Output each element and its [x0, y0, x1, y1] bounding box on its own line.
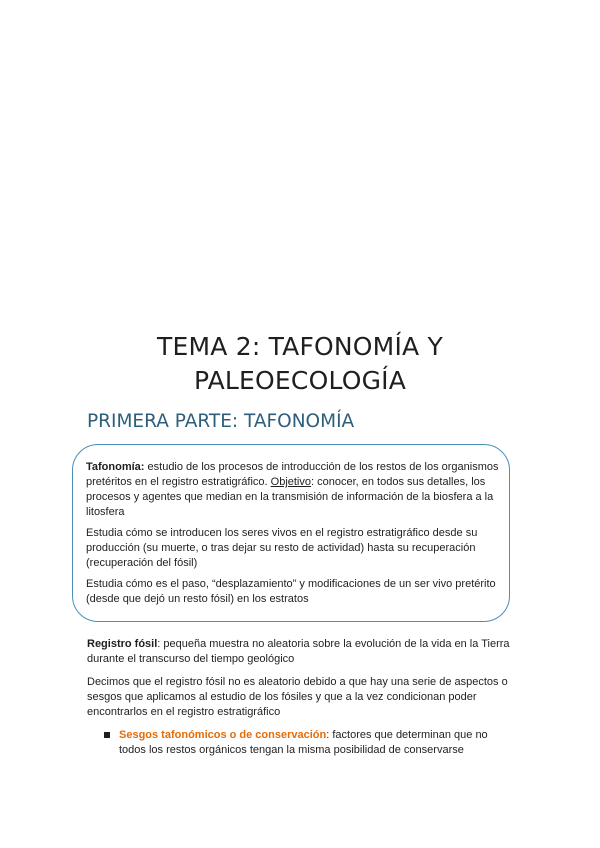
definition-box [72, 444, 510, 622]
square-bullet-icon [104, 732, 110, 738]
box-paragraph-3: Estudia cómo es el paso, “desplazamiento” y modificaciones de un ser vivo pretérito (desde que dejó un resto fósil) en los estratos [86, 578, 496, 605]
body-text [87, 637, 517, 766]
title-line-1: TEMA 2: TAFONOMÍA Y [157, 332, 443, 361]
list-item [87, 728, 517, 758]
registro-fosil-term: Registro fósil [87, 638, 158, 650]
tafonomia-definition [86, 460, 500, 520]
sesgos-definition [119, 728, 517, 758]
box-paragraph-2: Estudia cómo se introducen los seres vivos en el registro estratigráfico desde su producción (su muerte, o tras dejar su resto de actividad) hasta su recuperación (recuperación del fósil) [86, 527, 478, 569]
definition-box-content [86, 460, 500, 613]
page-title [60, 330, 540, 398]
tafonomia-text-a: estudio de los procesos de introducción de los restos de los organismos pretéritos en el registro estratigráfico. [86, 461, 499, 488]
title-line-2: PALEOECOLOGÍA [193, 366, 407, 395]
tafonomia-term: Tafonomía: [86, 461, 145, 473]
section-heading: PRIMERA PARTE: TAFONOMÍA [87, 411, 355, 432]
registro-fosil-definition [87, 637, 517, 667]
registro-fosil-text: : pequeña muestra no aleatoria sobre la evolución de la vida en la Tierra durante el transcurso del tiempo geológico [87, 638, 510, 665]
decimos-paragraph: Decimos que el registro fósil no es aleatorio debido a que hay una serie de aspectos o sesgos que aplicamos al estudio de los fósiles y que a la vez condicionan poder encontrarlos en el registro estratigráfico [87, 676, 508, 718]
tafonomia-text-b: : conocer, en todos sus detalles, los procesos y agentes que median en la transmisión de información de la biosfera a la litosfera [86, 476, 494, 518]
sesgos-text: : factores que determinan que no todos los restos orgánicos tengan la misma posibilidad de conservarse [119, 729, 488, 756]
objetivo-label: Objetivo [270, 476, 311, 488]
sesgos-term: Sesgos tafonómicos o de conservación [119, 729, 327, 741]
